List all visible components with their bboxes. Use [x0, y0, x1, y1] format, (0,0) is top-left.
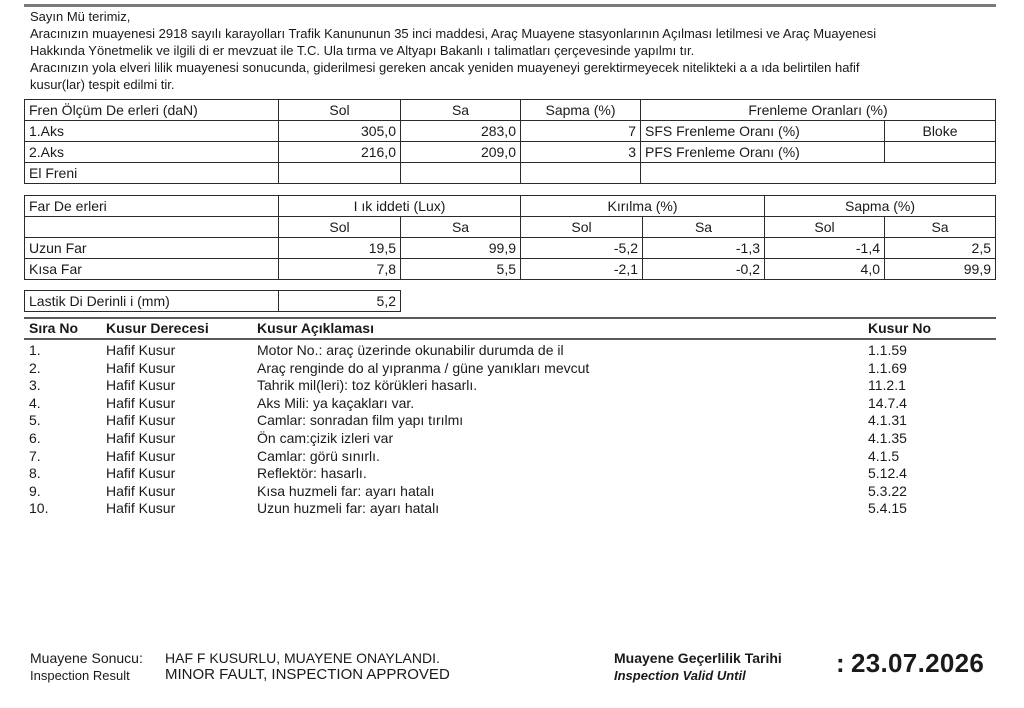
- brake-left-value: 216,0: [279, 142, 401, 163]
- fault-degree: Hafif Kusur: [106, 359, 176, 376]
- fault-description: Uzun huzmeli far: ayarı hatalı: [257, 500, 440, 517]
- table-row: [25, 142, 996, 163]
- fault-rows: [24, 340, 996, 518]
- right-subheader: Sa: [643, 217, 765, 238]
- fault-degree: Hafif Kusur: [106, 500, 176, 517]
- tire-depth-value: 5,2: [279, 291, 401, 312]
- header-no: Sıra No: [29, 320, 79, 336]
- header-degree: Kusur Derecesi: [106, 320, 209, 336]
- fault-no: 9.: [29, 482, 41, 499]
- fault-code: 4.1.35: [868, 429, 907, 446]
- header-code: Kusur No: [868, 320, 931, 336]
- refraction-left: -5,2: [521, 238, 643, 259]
- left-subheader: Sol: [765, 217, 885, 238]
- validity-label: Muayene Geçerlilik Tarihi: [614, 650, 782, 666]
- intro-line: Aracınızın yola elveri lilik muayenesi sonucunda, giderilmesi gereken ancak yeniden muayeneyi gerektirmeyecek nitelikteki a a ıda belirtilen hafif: [30, 60, 860, 75]
- lights-header-row: [25, 196, 996, 217]
- fault-code: 11.2.1: [868, 377, 906, 394]
- fault-degree: Hafif Kusur: [106, 447, 176, 464]
- fault-description: Camlar: görü sınırlı.: [257, 447, 380, 464]
- brake-right-header: Sa: [401, 100, 521, 121]
- fault-no: 7.: [29, 447, 41, 464]
- fault-description: Tahrik mil(leri): toz körükleri hasarlı.: [257, 377, 478, 394]
- fault-degree: Hafif Kusur: [106, 394, 176, 411]
- left-subheader: Sol: [279, 217, 401, 238]
- refraction-left: -2,1: [521, 259, 643, 280]
- fault-degree: Hafif Kusur: [106, 412, 176, 429]
- light-label: Uzun Far: [25, 238, 279, 259]
- light-deviation-header: Sapma (%): [765, 196, 996, 217]
- fault-degree: Hafif Kusur: [106, 377, 176, 394]
- brake-left-header: Sol: [279, 100, 401, 121]
- intro-line: Hakkında Yönetmelik ve ilgili di er mevzuat ile T.C. Ula tırma ve Altyapı Bakanlı ı talimatları çerçevesinde yapılmı tır.: [30, 43, 695, 58]
- right-subheader: Sa: [401, 217, 521, 238]
- result-value-en: MINOR FAULT, INSPECTION APPROVED: [165, 666, 450, 683]
- left-subheader: Sol: [521, 217, 643, 238]
- fault-description: Araç renginde do al yıpranma / güne yanıkları mevcut: [257, 359, 590, 376]
- ratio-value: Bloke: [885, 121, 996, 142]
- refraction-right: -0,2: [643, 259, 765, 280]
- handbrake-label: El Freni: [25, 163, 279, 184]
- headlight-table: [24, 195, 996, 280]
- deviation-left: -1,4: [765, 238, 885, 259]
- fault-degree: Hafif Kusur: [106, 482, 176, 499]
- lights-subheader-row: [25, 217, 996, 238]
- light-label: Kısa Far: [25, 259, 279, 280]
- lights-title: Far De erleri: [25, 196, 279, 217]
- fault-list-header: [24, 317, 996, 340]
- fault-description: Camlar: sonradan film yapı tırılmı: [257, 412, 464, 429]
- intensity-right: 99,9: [401, 238, 521, 259]
- table-row: [25, 291, 401, 312]
- fault-row: [24, 500, 996, 518]
- fault-degree: Hafif Kusur: [106, 465, 176, 482]
- fault-description: Aks Mili: ya kaçakları var.: [257, 394, 415, 411]
- fault-code: 4.1.5: [868, 447, 900, 464]
- fault-no: 3.: [29, 377, 41, 394]
- fault-code: 1.1.59: [868, 342, 907, 358]
- fault-row: [24, 395, 996, 413]
- brake-table: [24, 99, 996, 184]
- ratio-value: [885, 142, 996, 163]
- fault-degree: Hafif Kusur: [106, 429, 176, 446]
- fault-row: [24, 342, 996, 360]
- intensity-left: 7,8: [279, 259, 401, 280]
- result-label-en: Inspection Result: [30, 668, 130, 683]
- intro-line: kusur(lar) tespit edilmi tir.: [30, 77, 175, 92]
- refraction-right: -1,3: [643, 238, 765, 259]
- brake-deviation-header: Sapma (%): [521, 100, 641, 121]
- intro-text: [30, 8, 1000, 93]
- deviation-left: 4,0: [765, 259, 885, 280]
- refraction-header: Kırılma (%): [521, 196, 765, 217]
- brake-deviation-value: [521, 163, 641, 184]
- brake-right-value: 209,0: [401, 142, 521, 163]
- result-label: Muayene Sonucu:: [30, 650, 143, 666]
- header-description: Kusur Açıklaması: [257, 320, 374, 336]
- fault-row: [24, 448, 996, 466]
- brake-title: Fren Ölçüm De erleri (daN): [25, 100, 279, 121]
- fault-code: 5.4.15: [868, 500, 907, 517]
- table-row: [25, 163, 996, 184]
- ratio-label: SFS Frenleme Oranı (%): [641, 121, 885, 142]
- tire-depth-table: [24, 290, 401, 312]
- fault-description: Motor No.: araç üzerinde okunabilir durumda de il: [257, 342, 564, 358]
- fault-row: [24, 483, 996, 501]
- table-row: [25, 121, 996, 142]
- fault-no: 4.: [29, 394, 41, 411]
- table-row: [25, 238, 996, 259]
- table-row: [25, 259, 996, 280]
- fault-no: 1.: [29, 342, 41, 358]
- fault-list: [24, 317, 996, 518]
- fault-row: [24, 377, 996, 395]
- fault-row: [24, 465, 996, 483]
- right-subheader: Sa: [885, 217, 996, 238]
- fault-description: Ön cam:çizik izleri var: [257, 429, 394, 446]
- fault-no: 10.: [29, 500, 49, 517]
- ratio-label: PFS Frenleme Oranı (%): [641, 142, 885, 163]
- tire-depth-label: Lastik Di Derinli i (mm): [25, 291, 279, 312]
- fault-code: 14.7.4: [868, 394, 907, 411]
- deviation-right: 99,9: [885, 259, 996, 280]
- fault-no: 6.: [29, 429, 41, 446]
- fault-degree: Hafif Kusur: [106, 342, 176, 358]
- fault-description: Kısa huzmeli far: ayarı hatalı: [257, 482, 435, 499]
- intro-line: Aracınızın muayenesi 2918 sayılı karayolları Trafik Kanununun 35 inci maddesi, Araç Muayene stasyonlarının Açılması letilmesi ve Araç Muayenesi: [30, 26, 877, 41]
- intro-greeting: Sayın Mü terimiz,: [30, 9, 131, 24]
- brake-deviation-value: 7: [521, 121, 641, 142]
- fault-code: 5.3.22: [868, 482, 907, 499]
- validity-date: 23.07.2026: [851, 648, 985, 678]
- brake-deviation-value: 3: [521, 142, 641, 163]
- brake-left-value: [279, 163, 401, 184]
- empty-cell: [25, 217, 279, 238]
- validity-label-en: Inspection Valid Until: [614, 668, 746, 683]
- axle-label: 2.Aks: [25, 142, 279, 163]
- fault-no: 5.: [29, 412, 41, 429]
- fault-code: 4.1.31: [868, 412, 907, 429]
- brake-right-value: [401, 163, 521, 184]
- fault-row: [24, 360, 996, 378]
- result-value: HAF F KUSURLU, MUAYENE ONAYLANDI.: [165, 650, 440, 666]
- fault-code: 5.12.4: [868, 465, 907, 482]
- fault-row: [24, 412, 996, 430]
- intensity-left: 19,5: [279, 238, 401, 259]
- intensity-right: 5,5: [401, 259, 521, 280]
- axle-label: 1.Aks: [25, 121, 279, 142]
- fault-code: 1.1.69: [868, 359, 907, 376]
- fault-no: 8.: [29, 465, 41, 482]
- deviation-right: 2,5: [885, 238, 996, 259]
- validity-colon: :: [836, 648, 845, 678]
- fault-row: [24, 430, 996, 448]
- ratio-empty: [641, 163, 996, 184]
- brake-right-value: 283,0: [401, 121, 521, 142]
- brake-left-value: 305,0: [279, 121, 401, 142]
- brake-header-row: [25, 100, 996, 121]
- top-rule: [24, 4, 996, 7]
- fault-no: 2.: [29, 359, 41, 376]
- fault-description: Reflektör: hasarlı.: [257, 465, 367, 482]
- intensity-header: I ık iddeti (Lux): [279, 196, 521, 217]
- brake-ratios-header: Frenleme Oranları (%): [641, 100, 996, 121]
